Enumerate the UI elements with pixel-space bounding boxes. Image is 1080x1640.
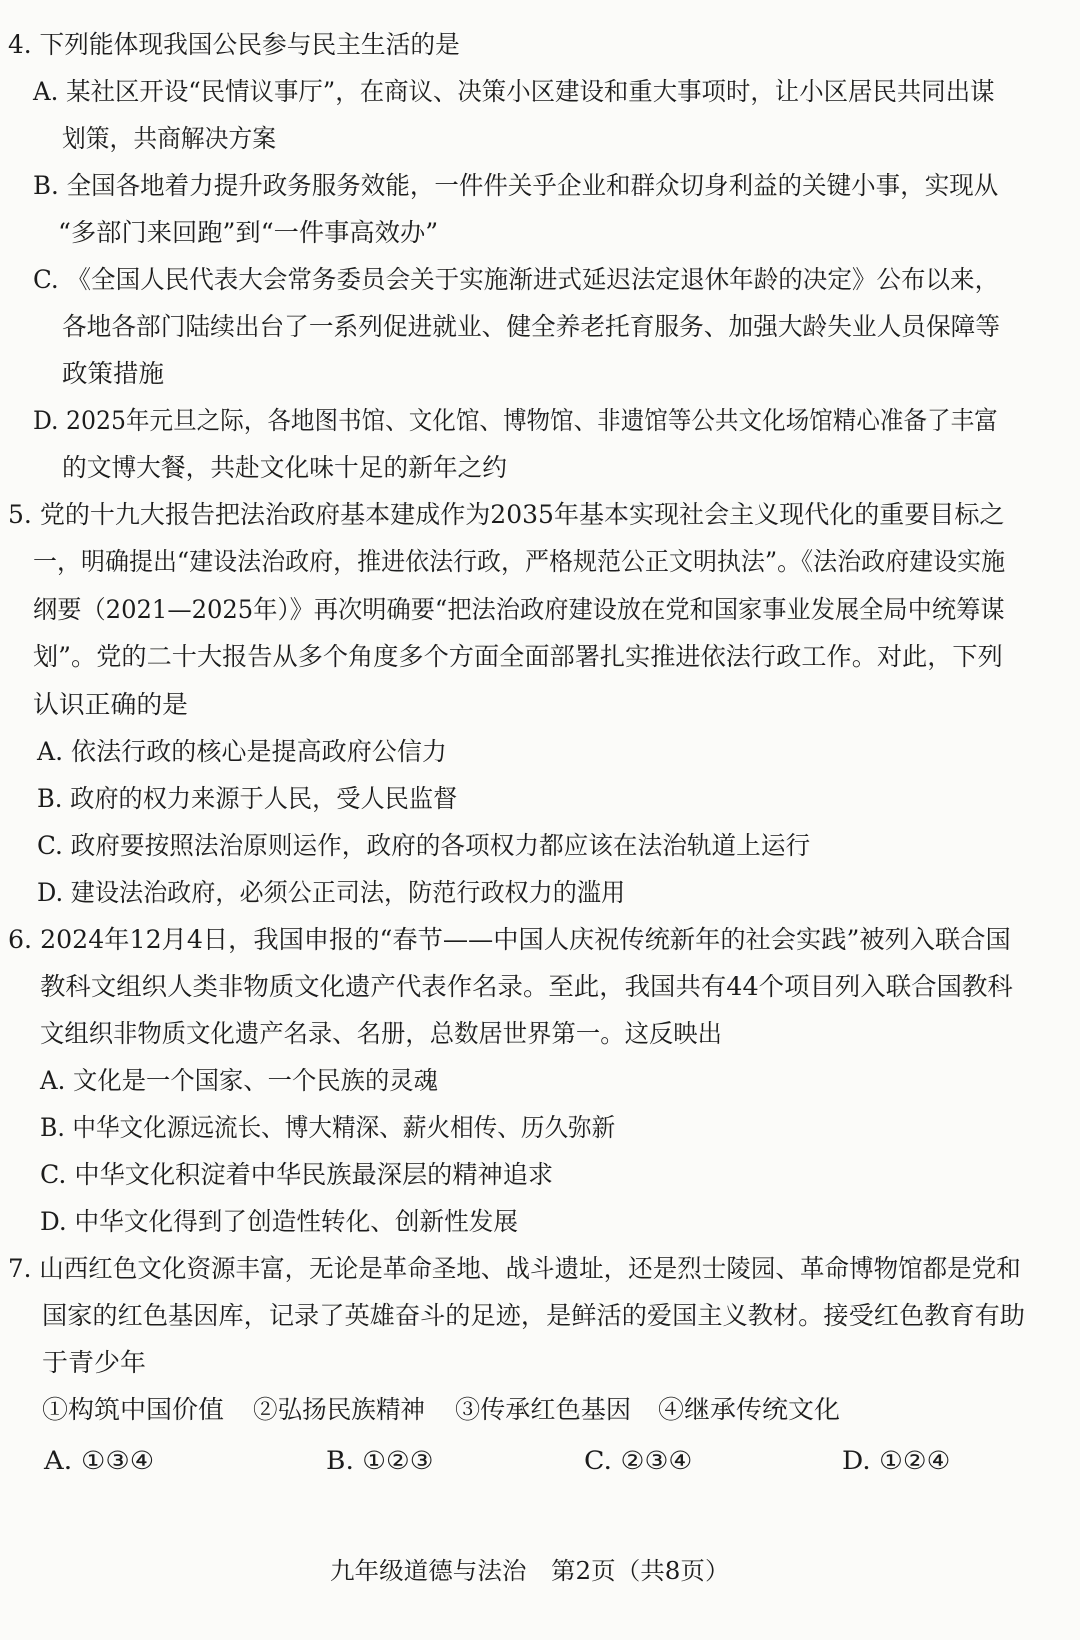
- q7-stem-line-3: 于青少年: [42, 1348, 147, 1377]
- q5-option-a: A. 依法行政的核心是提高政府公信力: [37, 737, 447, 766]
- q6-stem-line-3: 文组织非物质文化遗产名录、名册，总数居世界第一。这反映出: [40, 1019, 723, 1048]
- q7-choice-b: B. ①②③: [326, 1446, 434, 1475]
- q4-option-c-line-1: C. 《全国人民代表大会常务委员会关于实施渐进式延迟法定退休年龄的决定》公布以来，: [33, 265, 1000, 294]
- q5-stem-line-5: 认识正确的是: [33, 690, 189, 719]
- q5-option-d: D. 建设法治政府，必须公正司法，防范行政权力的滥用: [37, 878, 626, 907]
- q4-option-c-line-2: 各地各部门陆续出台了一系列促进就业、健全养老托育服务、加强大龄失业人员保障等: [62, 312, 1001, 341]
- q6-stem-line-1: 6. 2024年12月4日，我国申报的“春节——中国人庆祝传统新年的社会实践”被列入联合国: [8, 925, 1011, 954]
- q6-option-b: B. 中华文化源远流长、博大精深、薪火相传、历久弥新: [40, 1113, 616, 1142]
- q6-stem-line-2: 教科文组织人类非物质文化遗产代表作名录。至此，我国共有44个项目列入联合国教科: [40, 972, 1013, 1001]
- page-footer: 九年级道德与法治 第2页（共8页）: [330, 1557, 730, 1585]
- q7-item-2: ②弘扬民族精神: [253, 1395, 426, 1424]
- q4-option-b-line-1: B. 全国各地着力提升政务服务效能，一件件关乎企业和群众切身利益的关键小事，实现从: [33, 171, 999, 200]
- q5-stem-line-4: 划”。党的二十大报告从多个角度多个方面全面部署扎实推进依法行政工作。对此，下列: [33, 642, 1003, 671]
- q5-option-c: C. 政府要按照法治原则运作，政府的各项权力都应该在法治轨道上运行: [37, 831, 811, 860]
- q7-choice-a: A. ①③④: [44, 1446, 155, 1475]
- q4-option-a-line-2: 划策，共商解决方案: [62, 124, 277, 153]
- q7-choice-d: D. ①②④: [842, 1446, 951, 1475]
- q4-option-d-line-1: D. 2025年元旦之际，各地图书馆、文化馆、博物馆、非遗馆等公共文化场馆精心准备了丰富: [33, 406, 998, 435]
- q4-option-d-line-2: 的文博大餐，共赴文化味十足的新年之约: [62, 453, 508, 482]
- q7-item-1: ①构筑中国价值: [42, 1395, 225, 1424]
- q5-stem-line-3: 纲要（2021—2025年）》再次明确要“把法治政府建设放在党和国家事业发展全局中统筹谋: [33, 595, 1005, 624]
- q7-item-4: ④继承传统文化: [658, 1395, 841, 1424]
- q6-option-c: C. 中华文化积淀着中华民族最深层的精神追求: [40, 1160, 554, 1189]
- q4-stem-line-1: 4. 下列能体现我国公民参与民主生活的是: [8, 30, 460, 59]
- q5-stem-line-1: 5. 党的十九大报告把法治政府基本建成作为2035年基本实现社会主义现代化的重要目标之: [8, 500, 1005, 529]
- q7-stem-line-2: 国家的红色基因库，记录了英雄奋斗的足迹，是鲜活的爱国主义教材。接受红色教育有助: [42, 1301, 1026, 1330]
- q4-option-c-line-3: 政策措施: [62, 359, 165, 388]
- q6-option-d: D. 中华文化得到了创造性转化、创新性发展: [40, 1207, 519, 1236]
- q7-item-3: ③传承红色基因: [455, 1395, 632, 1424]
- q6-option-a: A. 文化是一个国家、一个民族的灵魂: [40, 1066, 438, 1095]
- q4-option-a-line-1: A. 某社区开设“民情议事厅”，在商议、决策小区建设和重大事项时，让小区居民共同出谋: [33, 77, 995, 106]
- q7-stem-line-1: 7. 山西红色文化资源丰富，无论是革命圣地、战斗遗址，还是烈士陵园、革命博物馆都是党和: [8, 1254, 1021, 1283]
- q7-choice-c: C. ②③④: [584, 1446, 693, 1475]
- q5-stem-line-2: 一，明确提出“建设法治政府，推进依法行政，严格规范公正文明执法”。《法治政府建设实施: [33, 547, 1006, 576]
- q5-option-b: B. 政府的权力来源于人民，受人民监督: [37, 784, 458, 813]
- q4-option-b-line-2: “多部门来回跑”到“一件事高效办”: [58, 218, 439, 247]
